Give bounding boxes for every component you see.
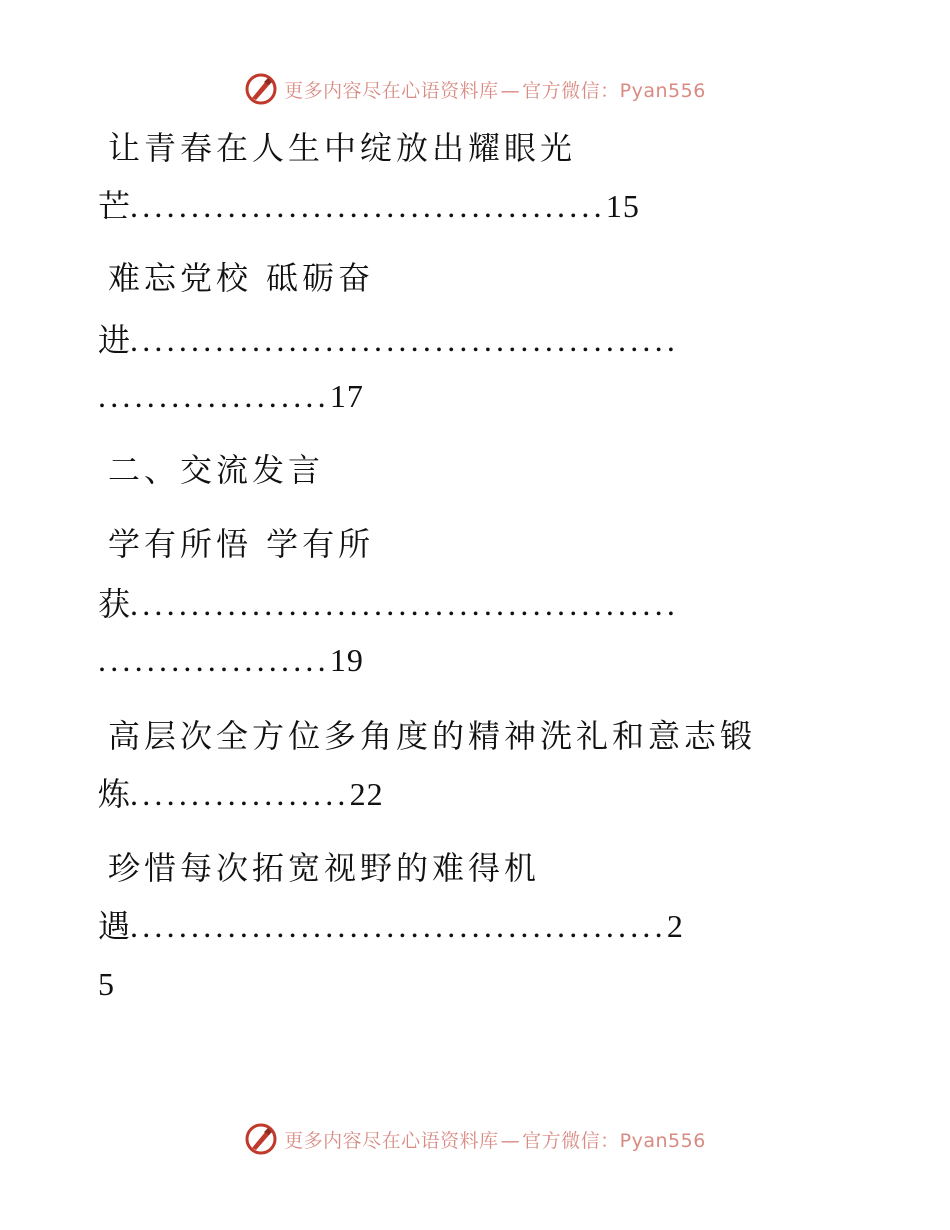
leader-dots: .......................................: [130, 188, 606, 224]
section-heading: 二、交流发言: [108, 451, 325, 489]
page-number: 19: [329, 642, 364, 678]
leader-dots: ...................: [98, 642, 330, 678]
page-number: 17: [329, 378, 364, 414]
toc-entry-first-char: 炼: [98, 775, 131, 813]
toc-entry-leader-line-continued: [98, 640, 950, 680]
toc-entry-first-char: 遇: [98, 907, 131, 945]
toc-entry-title: 让青春在人生中绽放出耀眼光: [108, 129, 577, 167]
toc-entry-leader-line: [98, 320, 950, 360]
toc-entry-leader-line: [98, 906, 950, 946]
page-number: 2: [666, 908, 684, 944]
pen-logo-icon: [244, 1122, 278, 1156]
leader-dots: ...................: [98, 378, 330, 414]
page-number: 5: [98, 966, 115, 1002]
toc-entry-first-char: 芒: [98, 187, 131, 225]
leader-dots: .............................................: [130, 322, 680, 358]
watermark-text: 更多内容尽在心语资料库 — 官方微信：Pyan556: [284, 1129, 706, 1152]
toc-entry-leader-line-continued: [98, 376, 950, 416]
toc-entry-title: 高层次全方位多角度的精神洗礼和意志锻: [108, 717, 757, 755]
toc-entry-first-char: 进: [98, 321, 131, 359]
leader-dots: ..................: [130, 776, 350, 812]
toc-entry-leader-line: [98, 584, 950, 624]
toc-entry-leader-line: [98, 774, 950, 814]
footer-watermark: [0, 1122, 950, 1156]
toc-entry-first-char: 获: [98, 585, 131, 623]
toc-entry-leader-line-continued: [98, 964, 950, 1004]
toc-entry-title: 学有所悟 学有所: [108, 525, 375, 563]
watermark-text: 更多内容尽在心语资料库 — 官方微信：Pyan556: [284, 79, 706, 102]
page-number: 15: [605, 188, 640, 224]
toc-entry-title: 难忘党校 砥砺奋: [108, 259, 375, 297]
header-watermark: [0, 72, 950, 106]
pen-logo-icon: [244, 72, 278, 106]
leader-dots: ............................................: [130, 908, 667, 944]
leader-dots: .............................................: [130, 586, 680, 622]
toc-entry-leader-line: [98, 186, 950, 226]
toc-entry-title: 珍惜每次拓宽视野的难得机: [108, 849, 541, 887]
page-number: 22: [349, 776, 384, 812]
